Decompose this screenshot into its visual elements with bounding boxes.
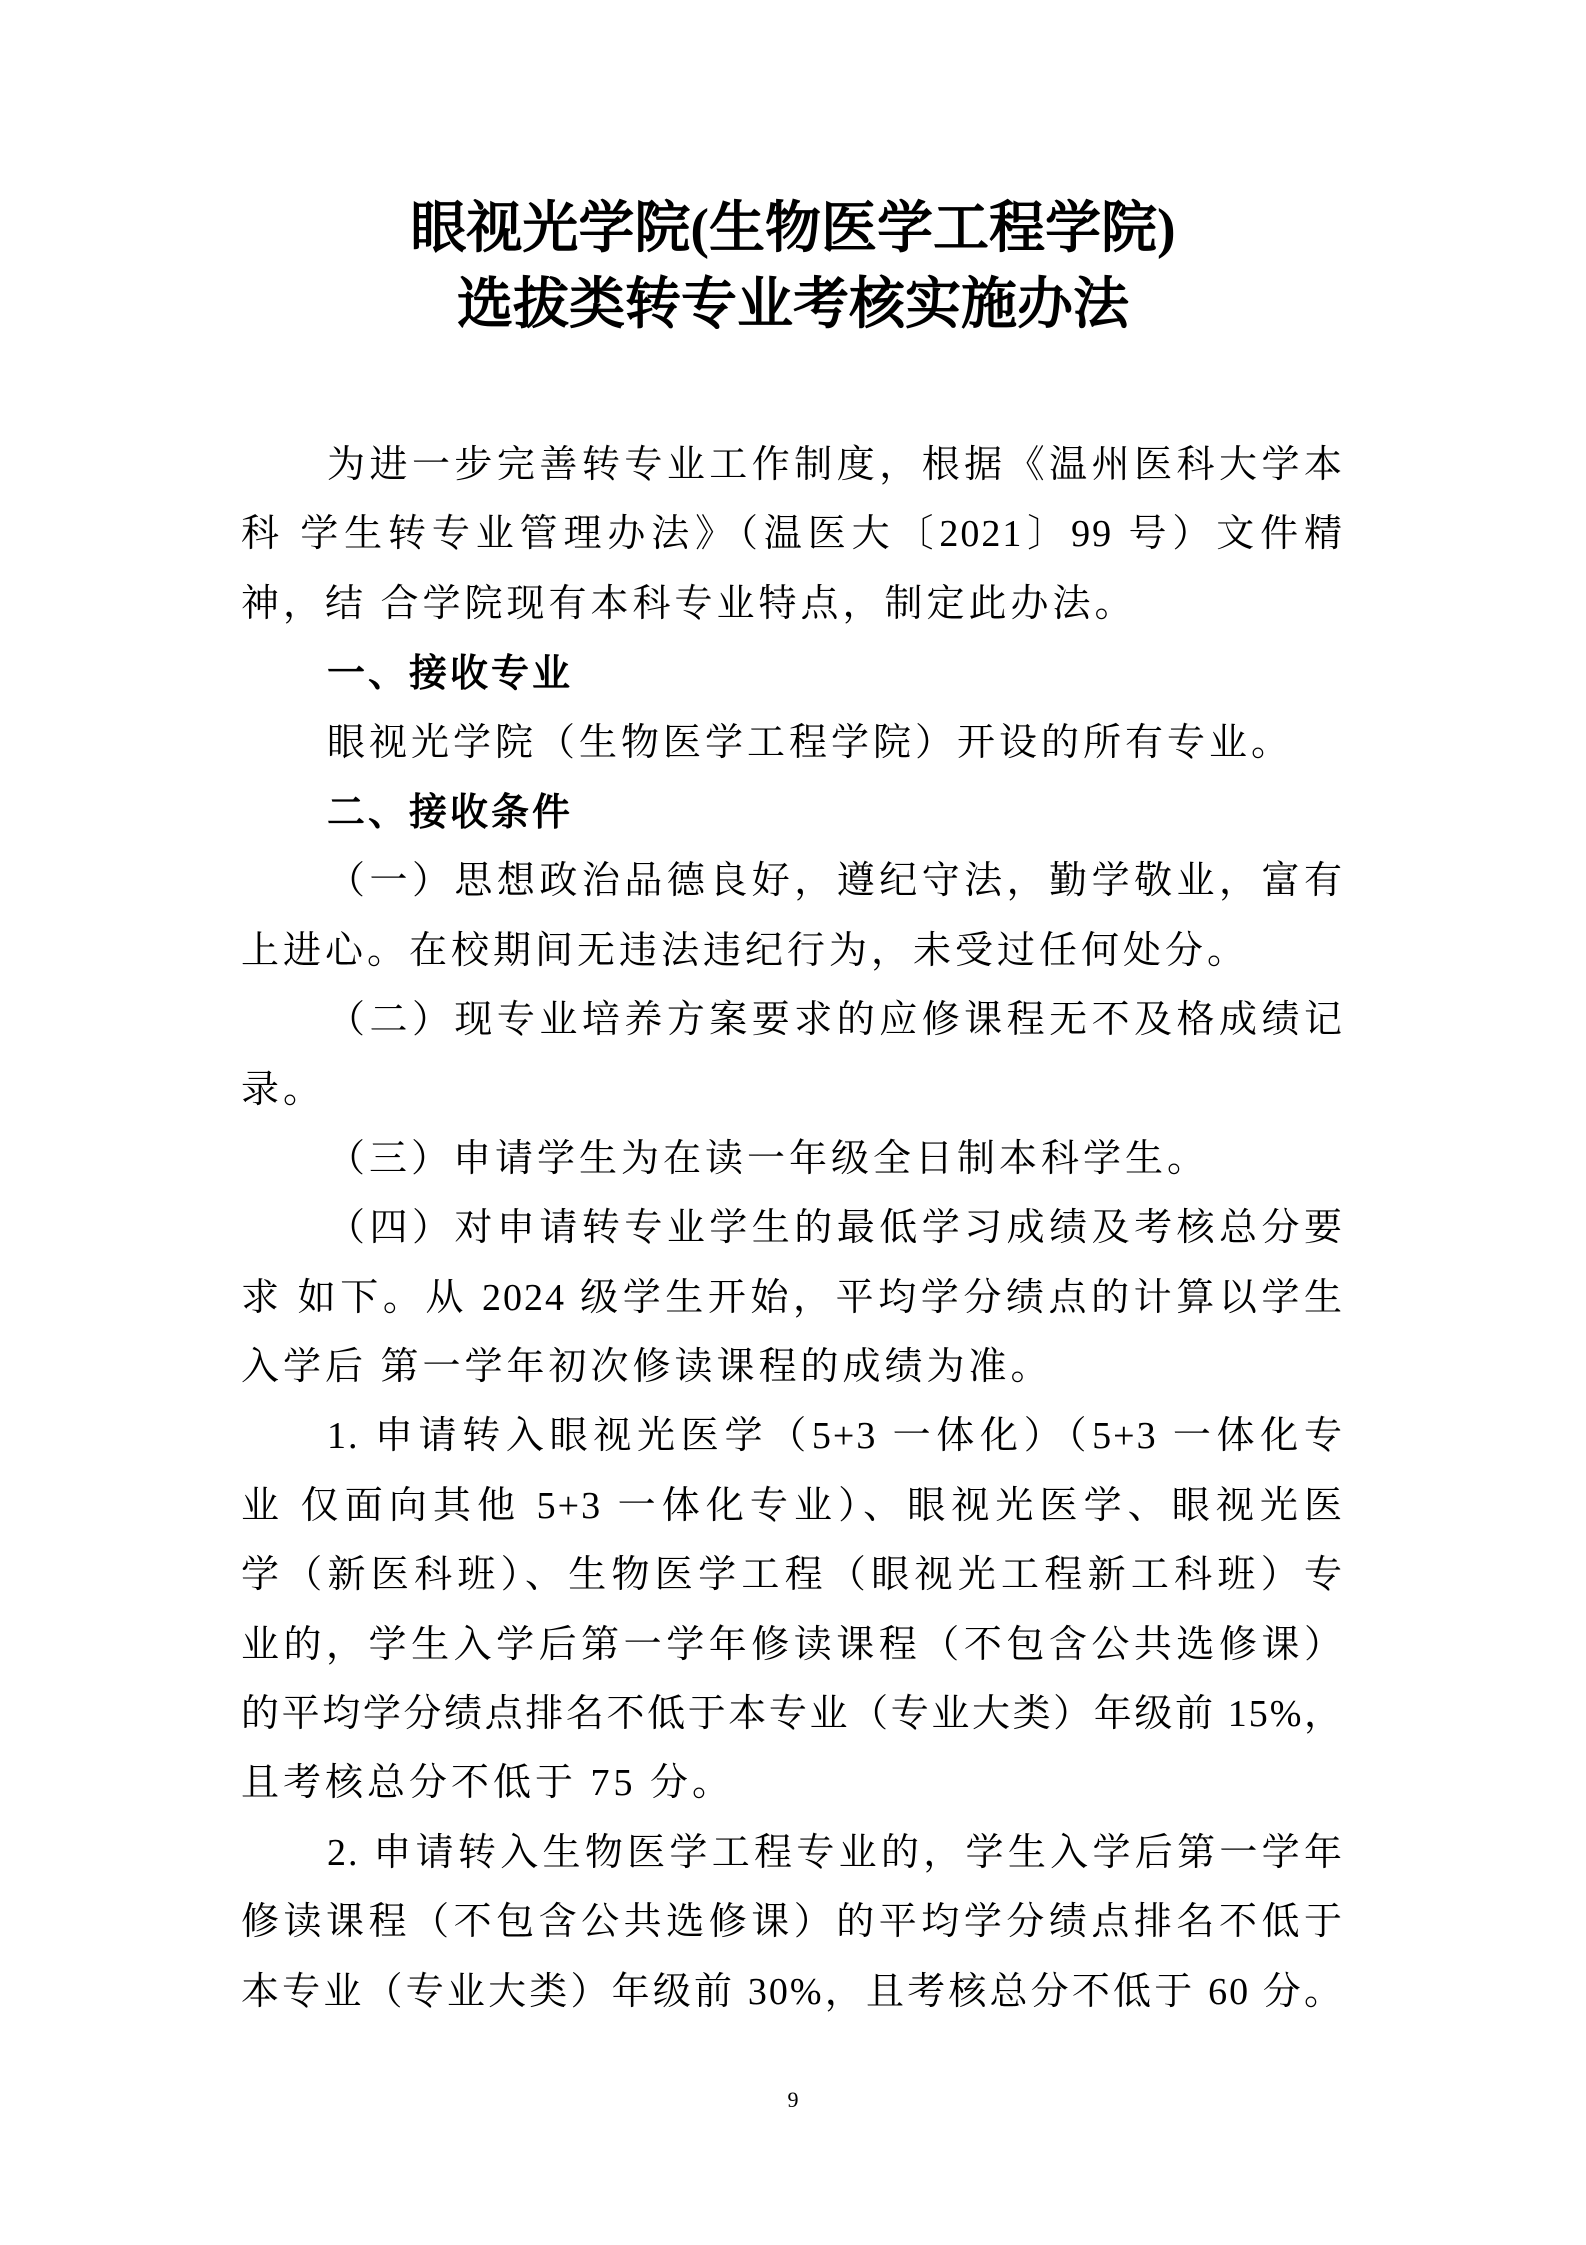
section-heading-receiving-majors: 一、接收专业: [327, 651, 574, 696]
clause-1-line: 业 仅面向其他 5+3 一体化专业）、眼视光医学、眼视光医: [241, 1484, 1344, 1527]
clause-1-line: 的平均学分绩点排名不低于本专业（专业大类）年级前 15%，: [241, 1693, 1344, 1736]
intro-paragraph-line: 神，结 合学院现有本科专业特点，制定此办法。: [241, 582, 1137, 625]
condition-3-line: （三）申请学生为在读一年级全日制本科学生。: [327, 1137, 1210, 1180]
clause-2-line: 修读课程（不包含公共选修课）的平均学分绩点排名不低于: [241, 1901, 1344, 1944]
document-title: [0, 191, 1586, 343]
clause-1-line: 业的，学生入学后第一学年修读课程（不包含公共选修课）: [241, 1623, 1344, 1666]
condition-2-line: 录。: [241, 1068, 326, 1111]
document-body: [241, 431, 1344, 2027]
section-1-paragraph-line: 眼视光学院（生物医学工程学院）开设的所有专业。: [327, 721, 1294, 764]
clause-1-line: 学（新医科班）、生物医学工程（眼视光工程新工科班）专: [241, 1554, 1344, 1597]
condition-4-line: 入学后 第一学年初次修读课程的成绩为准。: [241, 1346, 1053, 1389]
page-number: 9: [787, 2087, 799, 2112]
intro-paragraph-line: 科 学生转专业管理办法》（温医大〔2021〕99 号）文件精: [241, 513, 1344, 556]
condition-1-line: （一）思想政治品德良好，遵纪守法，勤学敬业，富有: [327, 860, 1344, 903]
condition-1-line: 上进心。在校期间无违法违纪行为，未受过任何处分。: [241, 929, 1250, 972]
condition-4-line: （四）对申请转专业学生的最低学习成绩及考核总分要: [327, 1207, 1344, 1250]
clause-2-line: 本专业（专业大类）年级前 30%，且考核总分不低于 60 分。: [241, 1970, 1344, 2013]
clause-2-line: 2. 申请转入生物医学工程专业的，学生入学后第一学年: [327, 1831, 1344, 1874]
title-line-2: 选拔类转专业考核实施办法: [457, 274, 1129, 336]
condition-2-line: （二）现专业培养方案要求的应修课程无不及格成绩记: [327, 999, 1344, 1042]
section-heading-receiving-conditions: 二、接收条件: [327, 789, 574, 834]
clause-1-line: 且考核总分不低于 75 分。: [241, 1762, 735, 1805]
condition-4-line: 求 如下。从 2024 级学生开始，平均学分绩点的计算以学生: [241, 1276, 1344, 1319]
intro-paragraph-line: 为进一步完善转专业工作制度，根据《温州医科大学本: [327, 444, 1344, 486]
clause-1-line: 1. 申请转入眼视光医学（5+3 一体化）（5+3 一体化专: [327, 1415, 1344, 1458]
title-line-1: 眼视光学院(生物医学工程学院): [410, 198, 1176, 260]
